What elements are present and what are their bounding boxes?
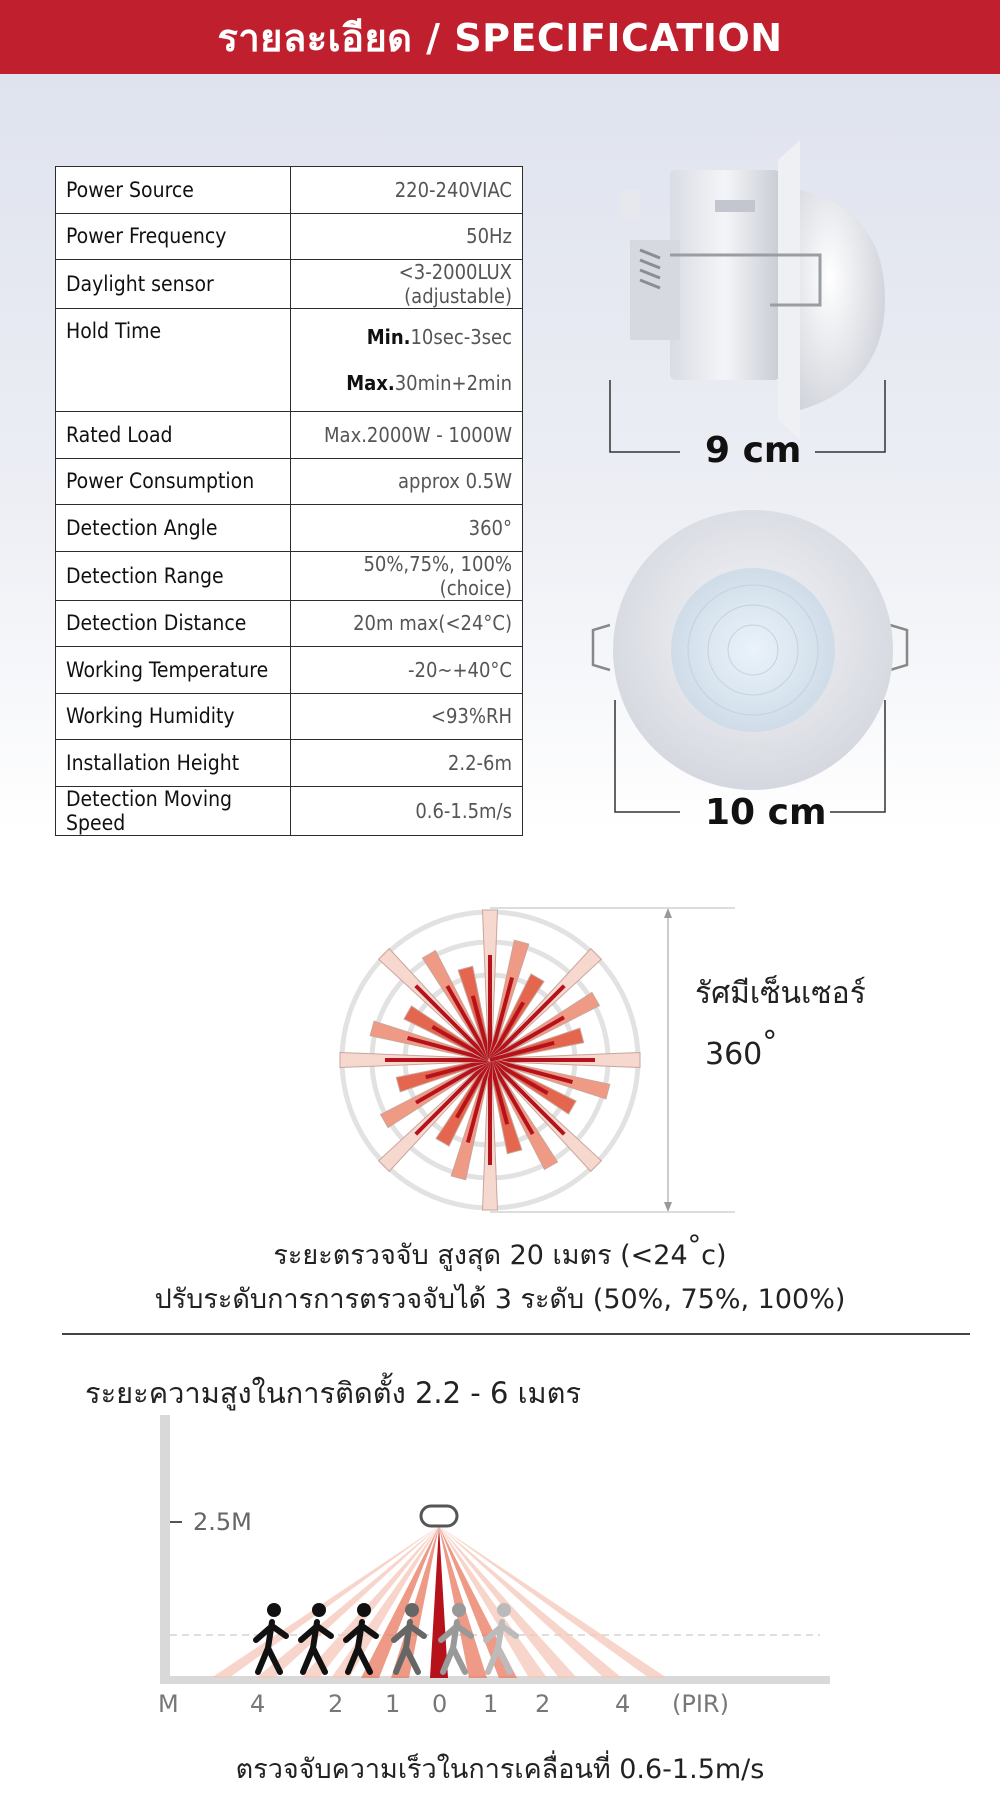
height-detection-diagram — [140, 1410, 860, 1730]
spec-value: <3-2000LUX (adjustable) — [291, 260, 523, 309]
spec-row-hold-time — [56, 309, 523, 412]
spec-table — [55, 166, 523, 836]
spec-value: 2.2-6m — [291, 740, 523, 787]
spec-row — [56, 600, 523, 647]
degree-symbol: ° — [762, 1025, 778, 1060]
spec-key: Daylight sensor — [56, 260, 291, 309]
axis-label: 1 — [483, 1690, 499, 1718]
axis-label: 4 — [615, 1690, 631, 1718]
spec-row — [56, 740, 523, 787]
radial-caption-line2: ปรับระดับการการตรวจจับได้ 3 ระดับ (50%, 75%, 100%) — [154, 1284, 846, 1315]
spec-key: Working Temperature — [56, 647, 291, 694]
spec-value: 20m max(<24°C) — [291, 600, 523, 647]
spec-row — [56, 551, 523, 600]
spec-row — [56, 458, 523, 505]
axis-label: M — [158, 1690, 179, 1718]
spec-key: Hold Time — [56, 309, 291, 412]
radial-detection-diagram — [330, 900, 750, 1220]
spec-value: 50%,75%, 100% (choice) — [291, 551, 523, 600]
radial-label-line1: รัศมีเซ็นเซอร์ — [695, 976, 866, 1011]
spec-value: <93%RH — [291, 693, 523, 740]
spec-row — [56, 505, 523, 552]
spec-key: Rated Load — [56, 412, 291, 459]
spec-row — [56, 786, 523, 835]
axis-label: (PIR) — [672, 1690, 729, 1718]
spec-key: Power Consumption — [56, 458, 291, 505]
spec-value: 0.6-1.5m/s — [291, 786, 523, 835]
height-section-title: ระยะความสูงในการติดตั้ง 2.2 - 6 เมตร — [85, 1376, 582, 1410]
side-dimension-label: 9 cm — [705, 430, 802, 471]
spec-key: Power Frequency — [56, 213, 291, 260]
caption-degree: ° — [687, 1230, 702, 1261]
spec-value: 50Hz — [291, 213, 523, 260]
spec-value: Max.2000W - 1000W — [291, 412, 523, 459]
spec-row — [56, 693, 523, 740]
speed-caption: ตรวจจับความเร็วในการเคลื่อนที่ 0.6-1.5m/s — [235, 1754, 765, 1785]
sensor-front-view — [585, 500, 945, 830]
spec-value: approx 0.5W — [291, 458, 523, 505]
spec-key: Working Humidity — [56, 693, 291, 740]
page-header — [0, 0, 1000, 74]
front-dimension-label: 10 cm — [705, 792, 827, 833]
radial-label-degree — [705, 1025, 777, 1072]
spec-row — [56, 412, 523, 459]
axis-label: 2 — [535, 1690, 551, 1718]
axis-label: 2 — [328, 1690, 344, 1718]
height-marker-label: 2.5M — [193, 1508, 252, 1536]
spec-value: 220-240VIAC — [291, 167, 523, 214]
hold-max-label: Max. — [346, 371, 395, 395]
spec-value: 360° — [291, 505, 523, 552]
spec-row — [56, 647, 523, 694]
hold-max-value: 30min+2min — [394, 371, 512, 395]
hold-min-value: 10sec-3sec — [410, 325, 512, 349]
spec-key: Detection Angle — [56, 505, 291, 552]
sensor-side-view — [600, 130, 900, 470]
spec-key: Detection Range — [56, 551, 291, 600]
caption-line1-text: ระยะตรวจจับ สูงสุด 20 เมตร (<24 — [273, 1240, 688, 1271]
spec-row — [56, 260, 523, 309]
axis-label: 1 — [385, 1690, 401, 1718]
spec-row — [56, 167, 523, 214]
spec-key: Installation Height — [56, 740, 291, 787]
radial-caption-line1 — [0, 1230, 1000, 1276]
section-divider — [62, 1333, 970, 1335]
hold-min-label: Min. — [366, 325, 411, 349]
caption-line1-unit: c) — [701, 1240, 727, 1271]
spec-value: -20~+40°C — [291, 647, 523, 694]
header-title: รายละเอียด / SPECIFICATION — [217, 15, 783, 60]
spec-value-hold — [291, 309, 523, 412]
axis-label: 0 — [432, 1690, 448, 1718]
spec-key: Detection Distance — [56, 600, 291, 647]
spec-key: Power Source — [56, 167, 291, 214]
spec-key: Detection Moving Speed — [56, 786, 291, 835]
axis-label: 4 — [250, 1690, 266, 1718]
spec-row — [56, 213, 523, 260]
radial-360-value: 360 — [705, 1037, 763, 1072]
